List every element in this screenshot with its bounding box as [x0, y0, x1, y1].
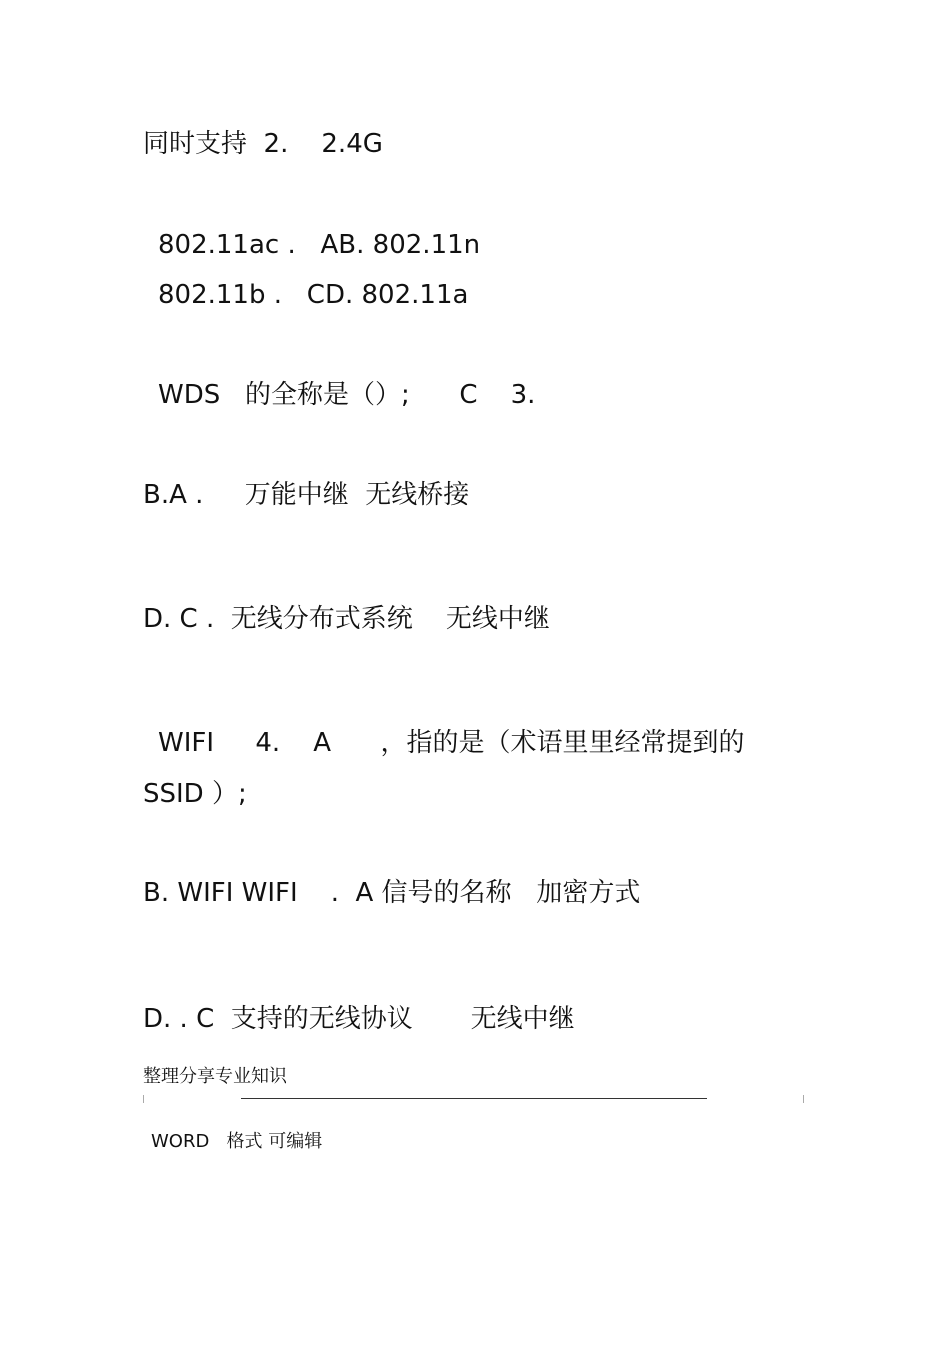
text-line-10: D. . C 支持的无线协议 无线中继	[143, 1004, 575, 1034]
footer-note: 整理分享专业知识	[143, 1066, 287, 1087]
footer-tick-left	[143, 1095, 144, 1103]
text-line-2: 802.11ac . AB. 802.11n	[158, 230, 481, 260]
text-line-4: WDS 的全称是（）; C 3.	[158, 380, 536, 410]
text-line-8: SSID ）;	[143, 779, 247, 809]
text-line-3: 802.11b . CD. 802.11a	[158, 280, 469, 310]
text-line-7: WIFI 4. A ，指的是（术语里里经常提到的	[158, 728, 745, 758]
footer-tick-right	[803, 1095, 804, 1103]
text-line-1: 同时支持 2. 2.4G	[143, 129, 383, 159]
footer-divider	[241, 1098, 707, 1099]
text-line-5: B.A . 万能中继 无线桥接	[143, 480, 470, 510]
footer-format: WORD 格式 可编辑	[151, 1131, 323, 1152]
text-line-6: D. C . 无线分布式系统 无线中继	[143, 604, 550, 634]
text-line-9: B. WIFI WIFI . A 信号的名称 加密方式	[143, 878, 641, 908]
